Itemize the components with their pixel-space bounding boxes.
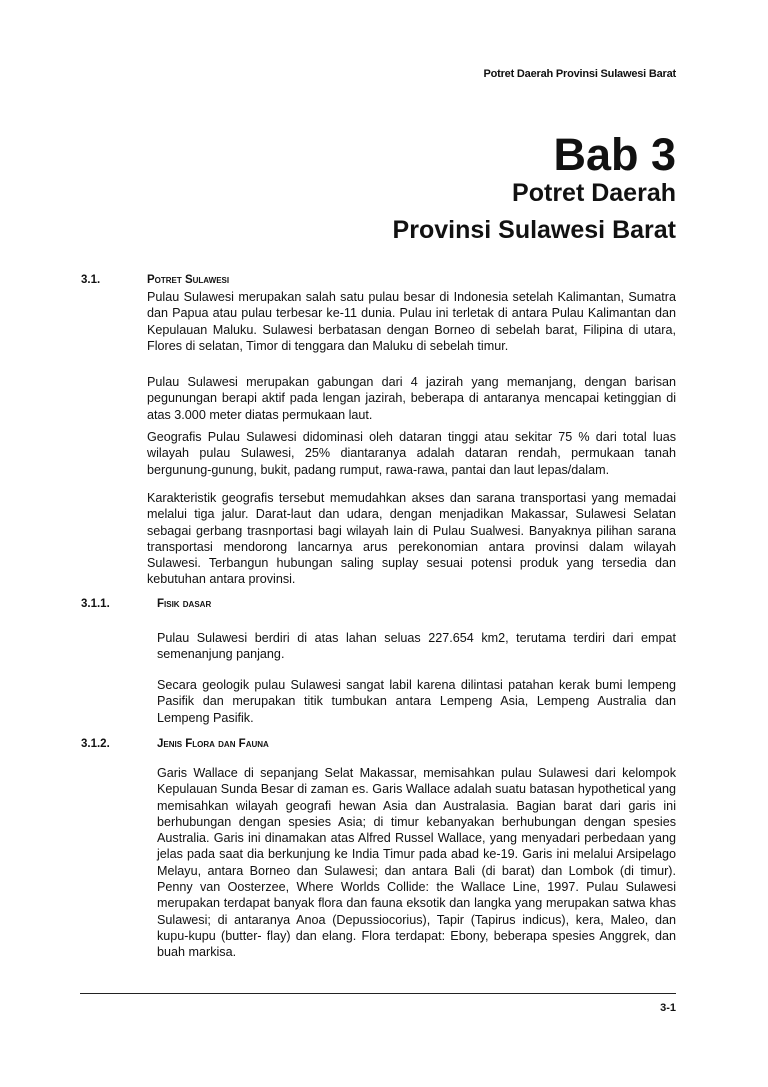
footer-rule (80, 993, 676, 994)
section-heading-3-1 (81, 274, 229, 286)
section-title: Fisik dasar (157, 598, 212, 610)
running-header: Potret Daerah Provinsi Sulawesi Barat (483, 68, 676, 80)
section-number: 3.1. (81, 274, 101, 286)
paragraph: Karakteristik geografis tersebut memudahkan akses dan sarana transportasi yang memadai melalui tiga jalur. Darat-laut dan udara, dengan menjadikan Makassar, Sulawesi Selatan sebagai gerbang trasnportasi bagi wilayah lain di Pulau Sualwesi. Banyaknya pilihan sarana transportasi mendorong lancarnya arus perekonomian antara provinsi dalam wilayah Sulawesi. Terbangun hubungan saling suplay sesuai potensi produk yang tersedia dan kebutuhan antara provinsi. (147, 491, 676, 587)
section-title: Potret Sulawesi (147, 274, 230, 286)
section-number: 3.1.1. (81, 598, 110, 610)
paragraph: Pulau Sulawesi merupakan gabungan dari 4 jazirah yang memanjang, dengan barisan pegunungan berapi aktif pada lengan jazirah, beberapa di antaranya mencapai ketinggian di atas 3.000 meter diatas permukaan laut. (147, 375, 676, 422)
page-number: 3-1 (660, 1002, 676, 1014)
chapter-title-line1: Potret Daerah (512, 179, 676, 207)
section-title: Jenis Flora dan Fauna (157, 738, 269, 750)
section-number: 3.1.2. (81, 738, 110, 750)
paragraph: Secara geologik pulau Sulawesi sangat labil karena dilintasi patahan kerak bumi lempeng Pasifik dan merupakan titik tumbukan antara Lempeng Asia, Lempeng Australia dan Lempeng Pasifik. (157, 678, 676, 725)
section-heading-3-1-2 (81, 738, 269, 750)
paragraph: Pulau Sulawesi merupakan salah satu pulau besar di Indonesia setelah Kalimantan, Sumatra dan Papua atau pulau terbesar ke-11 dunia. Pulau ini terletak di antara Pulau Kalimantan dan Kepulauan Maluku. Sulawesi berbatasan dengan Borneo di sebelah barat, Filipina di utara, Flores di selatan, Timor di tenggara dan Maluku di sebelah timur. (147, 290, 676, 353)
paragraph: Geografis Pulau Sulawesi didominasi oleh dataran tinggi atau sekitar 75 % dari total luas wilayah pulau Sulawesi, 25% diantaranya adalah dataran rendah, permukaan tanah bergunung-gunung, bukit, padang rumput, rawa-rawa, pantai dan laut lepas/dalam. (147, 430, 676, 477)
chapter-label: Bab 3 (553, 129, 676, 180)
paragraph: Garis Wallace di sepanjang Selat Makassar, memisahkan pulau Sulawesi dari kelompok Kepulauan Sunda Besar di zaman es. Garis Wallace adalah suatu batasan hypothetical yang memisahkan wilayah geografi hewan Asia dan Australasia. Bagian barat dari garis ini berhubungan dengan spesies Asia; di timur kebanyakan berhubungan dengan spesies Australia. Garis ini dinamakan atas Alfred Russel Wallace, yang menyadari perbedaan yang jelas pada saat dia berkunjung ke India Timur pada abad ke-19. Garis ini melalui Arsipelago Melayu, antara Borneo dan Sulawesi; dan antara Bali (di barat) dan Lombok (di timur). Penny van Oosterzee, Where Worlds Collide: the Wallace Line, 1997. Pulau Sulawesi merupakan terdapat banyak flora dan fauna eksotik dan langka yang merupakan satwa khas Sulawesi; di antaranya Anoa (Depussiocorius), Tapir (Tapirus indicus), kera, Maleo, dan kupu-kupu (butter- flay) dan elang. Flora terdapat: Ebony, beberapa spesies Anggrek, dan buah markisa. (157, 766, 676, 960)
paragraph: Pulau Sulawesi berdiri di atas lahan seluas 227.654 km2, terutama terdiri dari empat semenanjung panjang. (157, 631, 676, 662)
chapter-title-line2: Provinsi Sulawesi Barat (392, 216, 676, 244)
section-heading-3-1-1 (81, 598, 211, 610)
